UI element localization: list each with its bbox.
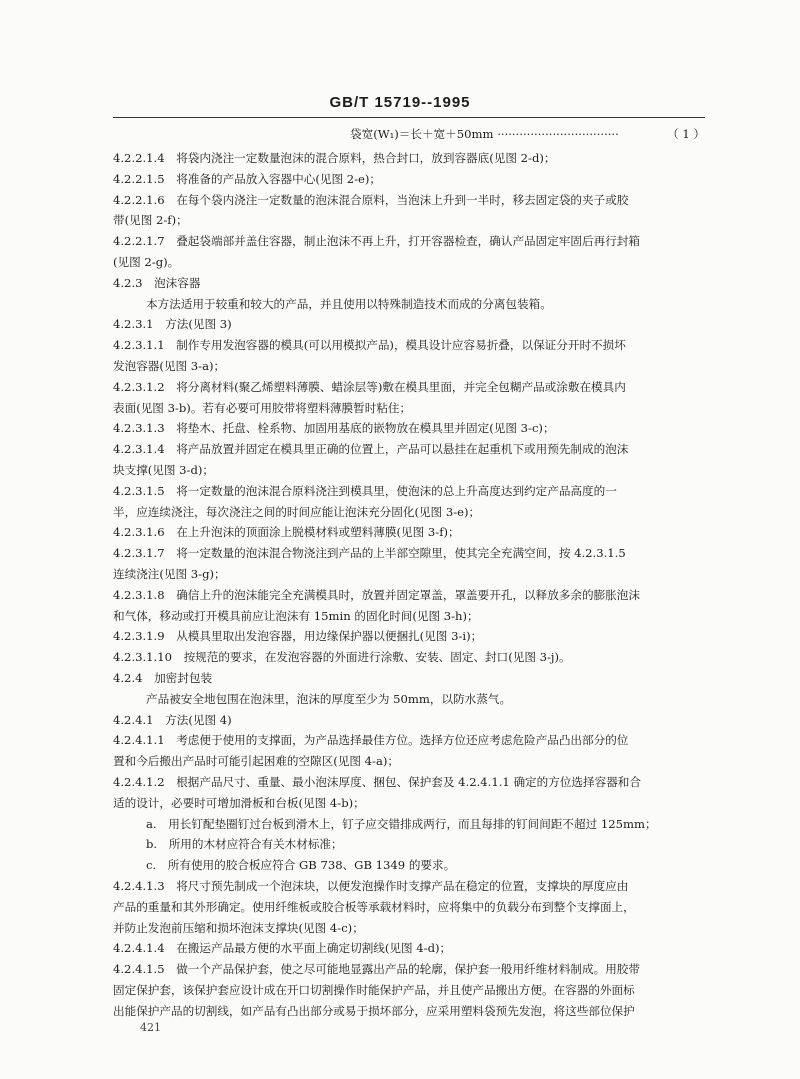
text-line: 并防止发泡前压缩和损坏泡沫支撑块(见图 4-c)； bbox=[113, 920, 364, 935]
text-line: 4.2.3.1.3 将垫木、托盘、栓系物、加固用基底的嵌物放在模具里并固定(见图 3-c)； bbox=[113, 421, 555, 436]
text-line: 表面(见图 3-b)。若有必要可用胶带将塑料薄膜暂时粘住； bbox=[113, 400, 412, 415]
text-line: 4.2.4.1.3 将尺寸预先制成一个泡沫块，以便发泡操作时支撑产品在稳定的位置，支撑块的厚度应由 bbox=[113, 879, 629, 893]
text-line: 4.2.2.1.7 叠起袋端部并盖住容器，制止泡沫不再上升，打开容器检查，确认产品固定牢固后再行封箱 bbox=[113, 234, 640, 249]
text-line: c. 所有使用的胶合板应符合 GB 738、GB 1349 的要求。 bbox=[146, 858, 456, 873]
text-line: 4.2.3.1.2 将分离材料(聚乙烯塑料薄膜、蜡涂层等)敷在模具里面，并完全包糊产品或涂敷在模具内 bbox=[113, 379, 626, 394]
text-line: 本方法适用于较重和较大的产品，并且使用以特殊制造技术而成的分离包装箱。 bbox=[146, 296, 552, 311]
text-line: 4.2.3.1.8 确信上升的泡沫能完全充满模具时，放置并固定罩盖，罩盖要开孔，以释放多余的膨胀泡沫 bbox=[113, 587, 640, 602]
text-line: 4.2.3 泡沫容器 bbox=[113, 275, 201, 290]
text-line: 4.2.2.1.4 将袋内浇注一定数量泡沫的混合原料，热合封口，放到容器底(见图 2-d)； bbox=[113, 151, 556, 165]
text-line: 出能保护产品的切割线，如产品有凸出部分或易于损坏部分，应采用塑料袋预先发泡，将这些部位保护 bbox=[113, 1003, 635, 1018]
page-number: 421 bbox=[140, 1021, 161, 1034]
text-line: 连续浇注(见图 3-g)； bbox=[113, 567, 226, 581]
formula-number: （ 1 ） bbox=[667, 127, 705, 141]
header-rule bbox=[113, 117, 705, 118]
text-line: 4.2.4 加密封包装 bbox=[113, 671, 213, 685]
text-line: 4.2.2.1.5 将准备的产品放入容器中心(见图 2-e)； bbox=[113, 171, 382, 186]
text-line: 4.2.4.1.2 根据产品尺寸、重量、最小泡沫厚度、捆包、保护套及 4.2.4.1.1 确定的方位选择容器和合 bbox=[113, 775, 641, 789]
text-line: 4.2.3.1.5 将一定数量的泡沫混合原料浇注到模具里，使泡沫的总上升高度达到约定产品高度的一 bbox=[113, 483, 617, 498]
text-line: 4.2.3.1.1 制作专用发泡容器的模具(可以用模拟产品)，模具设计应容易折叠，以保证分开时不损坏 bbox=[113, 338, 626, 353]
text-line: 带(见图 2-f)； bbox=[113, 213, 188, 228]
text-line: 4.2.3.1.9 从模具里取出发泡容器，用边缘保护器以便捆扎(见图 3-i)； bbox=[113, 629, 483, 644]
text-line: 4.2.4.1.5 做一个产品保护套，使之尽可能地显露出产品的轮廓，保护套一般用纤维材料制成。用胶带 bbox=[113, 962, 640, 977]
text-line: 4.2.3.1.4 将产品放置并固定在模具里正确的位置上，产品可以悬挂在起重机下或用预先制成的泡沫 bbox=[113, 442, 629, 457]
text-line: 发泡容器(见图 3-a)； bbox=[113, 359, 226, 373]
formula-text: 袋宽(W₁)＝长＋宽＋50mm ································· bbox=[350, 127, 619, 141]
text-line: (见图 2-g)。 bbox=[113, 255, 180, 269]
text-line: 4.2.3.1.10 按规范的要求，在发泡容器的外面进行涂敷、安装、固定、封口(见图 3-j)。 bbox=[113, 650, 571, 665]
text-line: 4.2.4.1 方法(见图 4) bbox=[113, 712, 232, 727]
text-line: 4.2.3.1 方法(见图 3) bbox=[113, 317, 232, 332]
text-line: 4.2.3.1.6 在上升泡沫的顶面涂上脱模材料或塑料薄膜(见图 3-f)； bbox=[113, 525, 460, 540]
text-line: 半，应连续浇注，每次浇注之间的时间应能让泡沫充分固化(见图 3-e)； bbox=[113, 504, 481, 519]
text-line: 产品被安全地包围在泡沫里，泡沫的厚度至少为 50mm，以防水蒸气。 bbox=[146, 691, 512, 706]
text-line: b. 所用的木材应符合有关木材标准； bbox=[146, 837, 343, 852]
text-line: 置和今后搬出产品时可能引起困难的空隙区(见图 4-a)； bbox=[113, 754, 400, 769]
text-line: 和气体，移动或打开模具前应让泡沫有 15min 的固化时间(见图 3-h)； bbox=[113, 608, 479, 623]
text-line: 适的设计，必要时可增加滑板和台板(见图 4-b)； bbox=[113, 795, 365, 810]
text-line: 4.2.2.1.6 在每个袋内浇注一定数量的泡沫混合原料，当泡沫上升到一半时，移去固定袋的夹子或胶 bbox=[113, 192, 629, 207]
text-line: 产品的重量和其外形确定。使用纤维板或胶合板等承载材料时，应将集中的负载分布到整个支撑面上， bbox=[113, 899, 635, 914]
text-line: 固定保护套，该保护套应设计成在开口切割操作时能保护产品，并且使产品搬出方便。在容器的外面标 bbox=[113, 983, 635, 997]
text-line: 4.2.4.1.4 在搬运产品最方便的水平面上确定切割线(见图 4-d)； bbox=[113, 941, 452, 956]
standard-header: GB/T 15719--1995 bbox=[329, 94, 471, 111]
text-line: 4.2.3.1.7 将一定数量的泡沫混合物浇注到产品的上半部空隙里，使其完全充满空间，按 4.2.3.1.5 bbox=[113, 546, 626, 561]
formula-line bbox=[350, 126, 705, 142]
text-line: 4.2.4.1.1 考虑便于使用的支撑面，为产品选择最佳方位。选择方位还应考虑危险产品凸出部分的位 bbox=[113, 733, 629, 748]
text-line: a. 用长钉配垫圈钉过台板到滑木上，钉子应交错排成两行，而且每排的钉间间距不超过 125mm； bbox=[146, 816, 657, 831]
text-line: 块支撑(见图 3-d)； bbox=[113, 463, 215, 477]
